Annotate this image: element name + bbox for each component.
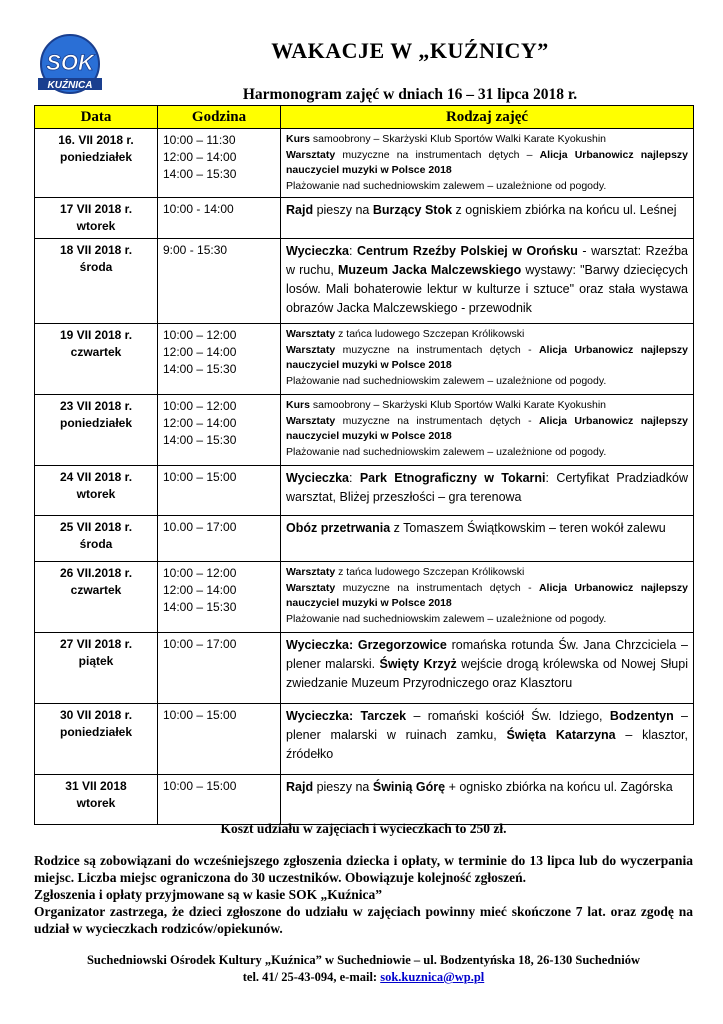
activity-highlight: Wycieczka: Grzegorzowice [286,638,447,652]
time-slot: 10:00 – 15:00 [163,470,237,484]
cell-date [35,704,158,775]
cost-note: Koszt udziału w zajęciach i wycieczkach to 250 zł. [220,821,507,836]
cell-hours [158,198,281,239]
table-row [35,466,694,516]
time-slot: 12:00 – 14:00 [163,150,237,164]
activity-highlight: Kurs [286,399,310,411]
activity-highlight: Warsztaty [286,566,336,578]
column-header-date: Data [35,106,158,129]
cell-activity [281,198,694,239]
date-text: 26 VII.2018 r. [59,566,133,580]
logo-text-main: SOK [46,50,94,75]
note-registration: Rodzice są zobowiązani do wcześniejszego zgłoszenia dziecka i opłaty, w terminie do 13 lipca lub do wyczerpania miejsc. Liczba miejsc ograniczona do 30 uczestników. Obowiązuje kolejność zgłoszeń. [34,853,693,885]
date-text: 23 VII 2018 r. [59,399,133,413]
activity-highlight: Warsztaty [286,414,336,427]
activity-highlight: Alicja Urbanowicz najlepszy nauczyciel muzyki w Polsce 2018 [286,343,688,371]
weekday-text: wtorek [76,796,116,810]
activity-text: Plażowanie nad suchedniowskim zalewem – uzależnione od pogody. [286,612,607,625]
time-slot: 14:00 – 15:30 [163,167,237,181]
activity-text: muzyczne na instrumentach dętych - [335,414,539,427]
time-slot: 12:00 – 14:00 [163,416,237,430]
activity-text: samoobrony – Skarżyski Klub Sportów Walki Karate Kyokushin [309,399,607,411]
date-text: 24 VII 2018 r. [59,470,133,484]
activity-line [286,414,688,445]
time-slot: 10:00 – 15:00 [163,708,237,722]
activity-line [286,179,688,195]
date-text: 18 VII 2018 r. [59,243,133,257]
activity-highlight: Warsztaty [286,328,336,340]
cell-hours [158,324,281,395]
activity-text: wystawy: "Barwy dziecięcych losów. Mali bohaterowie lektur w kulturze i sztuce" oraz stała wystawa obrazów Jacka Malczewskiego - przewodnik [286,263,688,315]
weekday-text: czwartek [70,583,122,597]
table-row [35,324,694,395]
activity-highlight: Wycieczka [286,244,350,258]
time-slot: 10:00 – 12:00 [163,328,237,342]
cell-hours [158,775,281,825]
weekday-text: piątek [78,654,114,668]
activity-text: – klasztor, źródełko [286,728,689,761]
weekday-text: wtorek [76,487,116,501]
cell-activity [281,324,694,395]
activity-highlight: Święty Krzyż [379,657,457,671]
cell-hours [158,395,281,466]
activity-highlight: Alicja Urbanowicz najlepszy nauczyciel muzyki w Polsce 2018 [286,414,688,442]
activity-text: muzyczne na instrumentach dętych - [335,581,539,594]
cell-date [35,239,158,324]
activity-text: z ogniskiem zbiórka na końcu ul. Leśnej [452,203,677,217]
activity-highlight: Warsztaty [286,343,336,356]
time-slot: 14:00 – 15:30 [163,600,237,614]
cell-date [35,129,158,198]
cell-hours [158,633,281,704]
note-age-requirement: Organizator zastrzega, że dzieci zgłoszone do udziału w zajęciach powinny mieć skończone 7 lat. oraz zgodę na udział w wycieczkach rodziców/opiekunów. [34,904,693,936]
activity-text: : [349,471,360,485]
activity-line [286,778,688,797]
date-text: 19 VII 2018 r. [59,328,133,342]
date-text: 25 VII 2018 r. [59,520,133,534]
cell-date [35,562,158,633]
cell-date [35,466,158,516]
time-slot: 12:00 – 14:00 [163,583,237,597]
time-slot: 10:00 – 17:00 [163,637,237,651]
table-row [35,775,694,825]
activity-line [286,519,688,538]
cell-activity [281,633,694,704]
date-text: 27 VII 2018 r. [59,637,133,651]
time-slot: 10:00 – 15:00 [163,779,237,793]
cell-hours [158,239,281,324]
logo-graphic [32,32,112,98]
activity-text: romańska rotunda Św. Jana Chrzciciela – plener malarski. [286,638,688,671]
activity-highlight: Park Etnograficzny w Tokarni [359,471,546,485]
note-payments: Zgłoszenia i opłaty przyjmowane są w kasie SOK „Kuźnica” [34,887,383,902]
activity-text: z tańca ludowego Szczepan Królikowski [335,328,525,340]
date-text: 30 VII 2018 r. [59,708,133,722]
time-slot: 14:00 – 15:30 [163,433,237,447]
cell-hours [158,562,281,633]
sok-kuznica-logo [32,32,112,98]
time-slot: 14:00 – 15:30 [163,362,237,376]
weekday-text: poniedziałek [59,416,133,430]
date-text: 31 VII 2018 [65,779,127,793]
email-link[interactable]: sok.kuznica@wp.pl [380,970,485,984]
activity-line [286,581,688,612]
activity-text: Plażowanie nad suchedniowskim zalewem – uzależnione od pogody. [286,374,607,387]
table-row [35,395,694,466]
cell-activity [281,466,694,516]
time-slot: 10:00 – 12:00 [163,566,237,580]
activity-highlight: Wycieczka: Tarczek [286,709,407,723]
activity-highlight: Kurs [286,133,310,145]
column-header-activity: Rodzaj zajęć [281,106,694,129]
footer-address: Suchedniowski Ośrodek Kultury „Kuźnica” w Suchedniowie – ul. Bodzentyńska 18, 26-130 Suchedniów [86,953,640,967]
activity-text: – romański kościół Św. Idziego, [406,709,610,723]
activity-highlight: Świnią Górę [372,780,446,794]
activity-highlight: Warsztaty [286,148,336,161]
activity-line [286,148,688,179]
cell-date [35,324,158,395]
notes-block [34,852,693,937]
activity-line [286,132,688,148]
table-row [35,562,694,633]
activity-line [286,445,688,461]
activity-text: muzyczne na instrumentach dętych - [335,343,539,356]
table-row [35,129,694,198]
cell-hours [158,466,281,516]
activity-line [286,636,688,693]
activity-line [286,201,688,220]
activity-highlight: Warsztaty [286,581,336,594]
cell-date [35,633,158,704]
activity-text: - warsztat: Rzeźba w ruchu, [286,244,689,277]
cell-date [35,516,158,562]
cell-activity [281,395,694,466]
activity-line [286,398,688,414]
footer [34,952,693,986]
table-row [35,239,694,324]
activity-highlight: Wycieczka [286,471,350,485]
cell-activity [281,239,694,324]
activity-highlight: Obóz przetrwania [286,521,391,535]
activity-text: z Tomaszem Świątkowskim – teren wokół zalewu [390,521,666,535]
table-row [35,633,694,704]
activity-text: – plener malarski w ruinach zamku, [286,709,688,742]
cell-hours [158,129,281,198]
cell-activity [281,704,694,775]
activity-line [286,327,688,343]
activity-highlight: Święta Katarzyna [506,728,616,742]
activity-line [286,469,688,507]
time-slot: 12:00 – 14:00 [163,345,237,359]
cell-date [35,198,158,239]
footer-contact [34,969,693,986]
activity-line [286,242,688,318]
cell-hours [158,516,281,562]
activity-text: pieszy na [313,203,373,217]
activity-text: Plażowanie nad suchedniowskim zalewem – uzależnione od pogody. [286,179,607,192]
activity-text: z tańca ludowego Szczepan Królikowski [335,566,525,578]
activity-text: muzyczne na instrumentach dętych – [335,148,540,161]
activity-highlight: Burzący Stok [372,203,453,217]
time-slot: 10.00 – 17:00 [163,520,237,534]
column-header-hours: Godzina [158,106,281,129]
activity-line [286,565,688,581]
page-title: WAKACJE W „KUŹNICY” [271,38,549,63]
table-row [35,198,694,239]
activity-line [286,343,688,374]
footer-phone: tel. 41/ 25-43-094, e-mail: [242,970,381,984]
schedule-header-row [35,106,694,129]
cell-date [35,395,158,466]
activity-highlight: Rajd [286,780,314,794]
cell-activity [281,516,694,562]
activity-highlight: Rajd [286,203,314,217]
schedule-table [34,105,694,825]
table-row [35,704,694,775]
activity-highlight: Alicja Urbanowicz najlepszy nauczyciel muzyki w Polsce 2018 [286,148,688,176]
activity-line [286,612,688,628]
activity-highlight: Alicja Urbanowicz najlepszy nauczyciel muzyki w Polsce 2018 [286,581,688,609]
page-subtitle: Harmonogram zajęć w dniach 16 – 31 lipca 2018 r. [242,86,578,103]
time-slot: 9:00 - 15:30 [163,243,228,257]
activity-text: : [349,244,358,258]
weekday-text: wtorek [76,219,116,233]
logo-text-sub: KUŹNICA [47,80,93,91]
activity-text: wejście drogą królewska od Nowej Słupi zwiedzanie Muzeum Przyrodniczego oraz Klasztoru [286,657,688,690]
activity-text: + ognisko zbiórka na końcu ul. Zagórska [445,780,673,794]
cell-date [35,775,158,825]
weekday-text: poniedziałek [59,150,133,164]
date-text: 16. VII 2018 r. [58,133,134,147]
activity-text: : Certyfikat Pradziadków warsztat, Bliżej przeszłości – gra terenowa [286,471,688,504]
activity-highlight: Bodzentyn [609,709,674,723]
weekday-text: czwartek [70,345,122,359]
time-slot: 10:00 – 11:30 [163,133,236,147]
time-slot: 10:00 – 12:00 [163,399,237,413]
activity-text: samoobrony – Skarżyski Klub Sportów Walki Karate Kyokushin [309,133,607,145]
weekday-text: środa [79,537,113,551]
activity-text: Plażowanie nad suchedniowskim zalewem – uzależnione od pogody. [286,445,607,458]
activity-line [286,707,688,764]
time-slot: 10:00 - 14:00 [163,202,234,216]
cell-activity [281,775,694,825]
activity-highlight: Muzeum Jacka Malczewskiego [337,263,522,277]
cell-activity [281,129,694,198]
activity-highlight: Centrum Rzeźby Polskiej w Orońsku [357,244,578,258]
cell-activity [281,562,694,633]
weekday-text: środa [79,260,113,274]
table-row [35,516,694,562]
date-text: 17 VII 2018 r. [59,202,133,216]
weekday-text: poniedziałek [59,725,133,739]
activity-text: pieszy na [313,780,373,794]
activity-line [286,374,688,390]
cell-hours [158,704,281,775]
